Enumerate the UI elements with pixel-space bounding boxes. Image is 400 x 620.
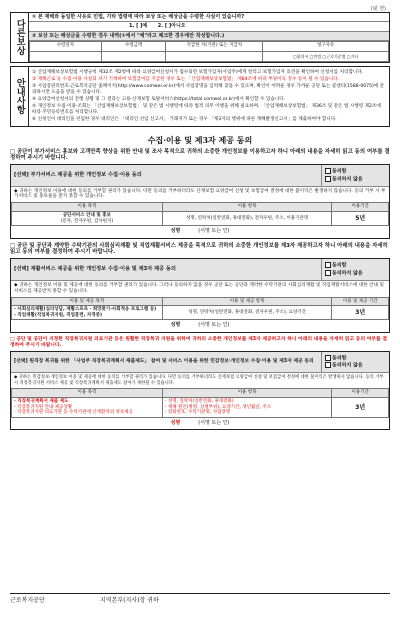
section-1-consent-box	[10, 164, 390, 239]
disagree-checkbox[interactable]	[325, 362, 331, 368]
section-1-agree-option[interactable]: 동의함	[324, 168, 387, 175]
section-2-header: □ 공단 및 공단과 계약한 수탁기관의 사회심리재활 및 직업재활서비스 제공을 목적으로 귀하의 소중한 개인정보를 제3자 제공하고자 하니 아래의 내용을 자세히 읽고 동의 여부를 결정하여 주시기 바랍니다.	[10, 242, 388, 256]
sign-field[interactable]: (서명 또는 인)	[198, 322, 230, 329]
section-1-col-purpose: 이용 목적	[12, 203, 163, 212]
section-2-col-period: 이용 및 제공 기간	[332, 297, 389, 306]
section-3-consent-box	[10, 351, 390, 430]
sign-name-label: 성명	[170, 228, 181, 235]
page-mark: (뒷 면)	[370, 6, 386, 12]
disagree-checkbox[interactable]	[325, 270, 331, 276]
section-2-desc: ◆ 귀하는 개인정보 이용 및 제공에 대한 동의를 거부할 권리가 있습니다. 그러나 동의하지 않을 경우 공단 또는 공단과 계약한 수탁기관의 사회심리재활 및 직업재활서비스에 대한 안내 및 서비스를 제공받지 못할 수 있습니다.	[14, 282, 384, 294]
section-1-cell-purpose: 공단서비스 안내 및 홍보 (문자, 전자우편, 감사편지)	[12, 212, 163, 226]
section-1-table	[11, 202, 389, 226]
disagree-checkbox[interactable]	[325, 176, 331, 182]
footer-org: 근로복지공단	[10, 596, 45, 604]
agree-checkbox[interactable]	[325, 262, 331, 268]
notice-item: ② 재해근로 등 수집·이용 사실의 파기 기재하여 보험급여를 지급한 경우 또는 「산업재해보상보험법」 제84조에 따라 부당이득 징수 등이 될 수 있습니다.	[32, 76, 340, 82]
section-3-cell-purpose: - 직장복귀계획서 제출 제도 - 직장복귀지원 안내·제공상황 - 직장복귀지원 의료기관 등 수탁기관에 산재환자의 정보제공	[12, 397, 163, 417]
section-2-table	[11, 297, 389, 321]
section-2-cell-purpose: - 사회심리재활(심리상담, 재활스포츠 · 희망찾기·사회적응 프로그램 등) - 직업재활(직업복귀지원, 직업훈련, 자격증)	[12, 306, 163, 320]
section-3-sign-row	[11, 418, 389, 429]
section-1-col-items: 이용 항목	[162, 203, 332, 212]
section-1-col-period: 이용기간	[332, 203, 389, 212]
section-2-sign-row	[11, 320, 389, 331]
other-compensation-q1-options	[29, 22, 389, 31]
other-compensation-q1: ① 본 재해와 동일한 사유로 민법, 기타 법령에 따라 보상 또는 배상금을 수령한 사실이 있습니까?	[29, 13, 389, 22]
consent-title: 수집·이용 및 제3자 제공 동의	[147, 134, 253, 145]
other-compensation-block	[10, 12, 390, 63]
section-3	[10, 337, 390, 430]
section-1-sign-row	[11, 226, 389, 237]
section-2-col-purpose: 이용 및 제공 목적	[12, 297, 163, 306]
compensation-table	[29, 41, 389, 62]
other-compensation-q2: ② 보상 또는 배상금을 수령한 경우 내역(①에서 "예"라고 체크한 경우에만 작성합니다.)	[29, 32, 389, 41]
section-2-cell-period: 3년	[332, 306, 389, 320]
notice-item: ④ 요양급여신청서의 진행 상황 및 그 결과는 고용·산재보험 토탈서비스(https://total.comwel.or.kr)에서 확인할 수 있습니다.	[32, 96, 286, 102]
sign-name-label: 성명	[170, 419, 181, 426]
section-1-desc: ◆ 귀하는 개인정보 이용에 대한 동의를 거부할 권리가 있습니다. 다만 동의를 거부하더라도 산재보험 요양급여 신청 및 보험급여 결정에 대한 불이익은 발생하지 않습니다. 동의 거부 시 부가서비스 및 홍보물을 받지 못할 수 있습니다.	[14, 188, 386, 200]
section-1-header: □ 공단이 부가서비스 홍보와 고객만족 향상을 위한 안내 및 조사 목적으로 귀하의 소중한 개인정보를 이용하고자 하니 아래의 내용을 자세히 읽고 동의 여부를 결정하여 주시기 바랍니다.	[10, 148, 390, 162]
section-3-agree-option[interactable]: 동의함	[324, 355, 387, 362]
compensation-col-reason: 청구사유	[263, 41, 389, 51]
section-2-cell-items: 성명, 연락처(일반전화, 휴대전화, 전자우편, 주소), 요양기간	[162, 306, 332, 320]
notice-side-label: 안내사항	[11, 67, 29, 126]
section-2-agree-option[interactable]: 동의함	[324, 262, 387, 269]
section-3-col-purpose: 이용 목적	[12, 389, 163, 398]
notice-item: ⑤ 개인정보 수집·이용·조회는 「산업재해보상보험법」 및 같은 법 시행령에 따라 법적 의무 이행을 위해 필요하며, 「산업재해보상보험법」 제36조 및 같은 법 시행령 제2조에 따라 주민등록번호를 처리합니다.	[32, 103, 381, 115]
compensation-cell-amount[interactable]	[101, 51, 166, 61]
section-2-col-items: 이용 및 제공 항목	[162, 297, 332, 306]
sign-field[interactable]: (서명 또는 인)	[198, 228, 230, 235]
section-3-box-title: [선택] 원직장 복귀를 위한 「사업주 직장복귀계획서 제출제도」 참여 및 서비스 이용을 위한 민감정보·개인정보 수집·이용 및 제3자 제공 동의	[14, 358, 314, 364]
other-compensation-side-label: 다른보상	[11, 13, 29, 62]
compensation-col-date: 수령일자	[30, 41, 102, 51]
section-1-disagree-option[interactable]: 동의하지 않음	[324, 176, 387, 183]
section-3-cell-items: - 성명, 연락처(일반전화, 휴대전화) - 재해 원인(병명, 상병부위), 요양기간, 생년월일, 주소 - 전화번호, 수탁기관명, 사업장명	[162, 397, 332, 417]
section-1	[10, 149, 390, 239]
q1-yes-option[interactable]: 1. [ ]예	[129, 23, 148, 30]
notice-item: ① 산업재해보상보험법 시행규칙 제32조 제2항에 따라 요양급여신청서가 접수되면 보험가입자(사업주)에게 알리고 보험가입자 의견을 확인하여 신청서를 처리합니다.	[32, 69, 364, 75]
section-3-col-period: 이용기간	[332, 389, 389, 398]
compensation-col-amount: 수령금액	[101, 41, 166, 51]
section-3-desc: ◆ 귀하는 민감정보·개인정보 이용 및 제공에 대한 동의를 거부할 권리가 있습니다. 다만 동의를 거부하더라도 산재보험 요양급여 신청 및 보험급여 결정에 대한 불이익은 발생하지 않습니다. 동의 거부 시 직장복귀지원 서비스 제공 및 직장복귀계획서 제출제도 참여가 제한될 수 있습니다.	[14, 375, 384, 386]
section-3-header: □ 공단 및 공단이 지정한 직장복귀지원 의료기관 등은 원활한 직장복귀 지원을 위하여 귀하의 소중한 개인정보를 제3자 제공하고자 하니 아래의 내용을 자세히 읽고 동의 여부를 결정하여 주시기 바랍니다.	[10, 336, 387, 348]
section-2-disagree-option[interactable]: 동의하지 않음	[324, 270, 387, 277]
notice-block	[10, 66, 390, 127]
notice-item: ③ 사업장관리번호·근로복지공단 홈페이지(http://www.comwel.or.kr)에서 사업장명을 입력해 찾을 수 있으며, 확인이 어려운 경우 가까운 공단 또는 콜센터(1588-0075)에 문의하시면 도움을 받을 수 있습니다.	[32, 83, 385, 95]
footer-destination: 지역본부(지사)장 귀하	[100, 596, 159, 604]
sign-name-label: 성명	[170, 322, 181, 329]
agree-checkbox[interactable]	[325, 355, 331, 361]
compensation-col-payer: 지급한 자(기관) 또는 지급처	[166, 41, 263, 51]
section-1-box-title: [선택] 부가서비스 제공을 위한 개인정보 수집·이용 동의	[14, 172, 142, 178]
section-3-table	[11, 388, 389, 418]
compensation-cell-reason[interactable]: □합의서 □민법 □근로기준법 □기타	[263, 51, 389, 61]
compensation-cell-payer[interactable]	[166, 51, 263, 61]
section-3-disagree-option[interactable]: 동의하지 않음	[324, 362, 387, 369]
section-2-consent-box	[10, 258, 390, 333]
section-3-cell-period: 3년	[332, 397, 389, 417]
section-2-box-title: [선택] 재활서비스 제공을 위한 개인정보 수집·이용 및 제3자 제공 동의	[14, 266, 176, 273]
section-2	[10, 243, 390, 333]
notice-item: ⑥ 신청인이 대리인을 선임한 경우 대리인은 「대리인 선임 신고서」 가례지가 또는 경우 「제3자의 행위에 따른 재해발생신고서」를 제출하여야 합니다.	[32, 116, 337, 122]
sign-field[interactable]: (서명 또는 인)	[198, 419, 230, 426]
section-1-cell-period: 5년	[332, 212, 389, 226]
section-3-col-items: 이용 항목	[162, 389, 332, 398]
form-footer	[10, 593, 390, 605]
agree-checkbox[interactable]	[325, 168, 331, 174]
section-1-cell-items: 성명, 연락처(일반전화, 휴대전화), 전자우편, 주소, 이용기관명	[162, 212, 332, 226]
q1-no-option[interactable]: 2. [ ]아니오	[157, 23, 186, 30]
compensation-cell-date[interactable]	[30, 51, 102, 61]
